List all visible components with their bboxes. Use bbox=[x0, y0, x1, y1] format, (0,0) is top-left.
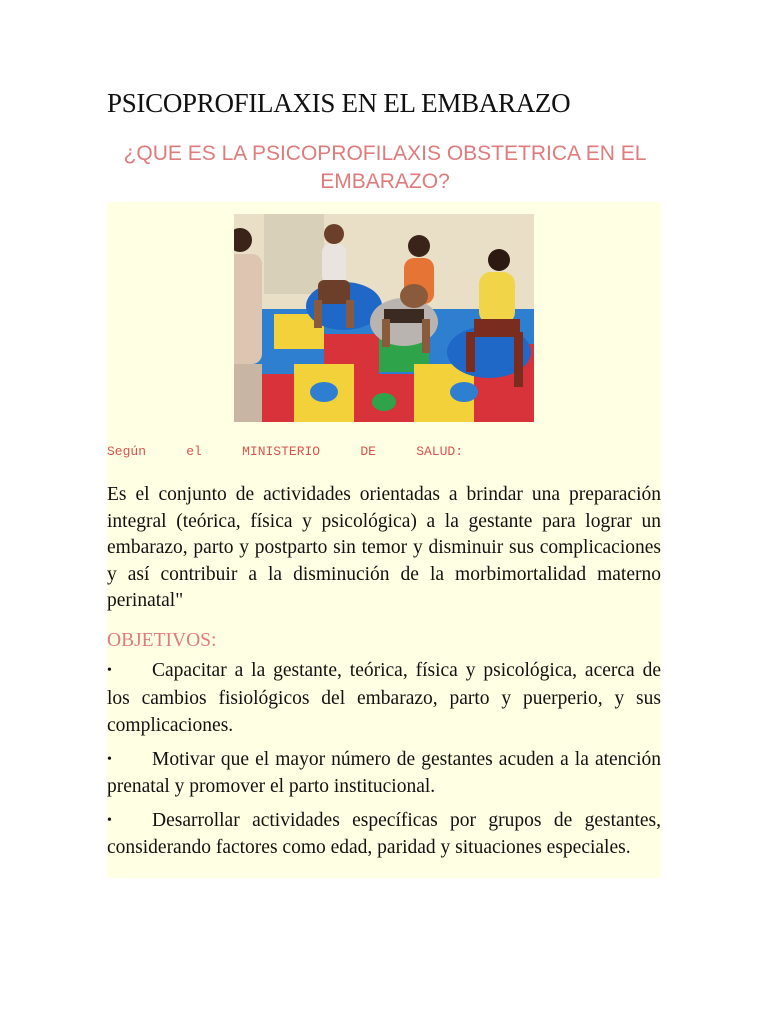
list-item-text: Motivar que el mayor número de gestantes acuden a la atención prenatal y promover el parto institucional. bbox=[107, 748, 661, 797]
page-subtitle: ¿QUE ES LA PSICOPROFILAXIS OBSTETRICA EN EL EMBARAZO? bbox=[123, 142, 647, 193]
list-item-text: Desarrollar actividades específicas por grupos de gestantes, considerando factores como edad, paridad y situaciones especiales. bbox=[107, 809, 661, 858]
list-item bbox=[107, 807, 661, 862]
ministry-attribution bbox=[107, 444, 463, 459]
ministry-word: Según bbox=[107, 444, 147, 459]
objectives-heading: OBJETIVOS: bbox=[107, 630, 217, 651]
bullet-icon: • bbox=[107, 751, 112, 767]
ministry-word: el bbox=[186, 444, 202, 459]
page-title: PSICOPROFILAXIS EN EL EMBARAZO bbox=[107, 88, 571, 118]
ministry-word: MINISTERIO bbox=[242, 444, 321, 459]
ministry-word: DE bbox=[360, 444, 376, 459]
definition-paragraph: Es el conjunto de actividades orientadas a brindar una preparación integral (teórica, física y psicológica) a la gestante para lograr un embarazo, parto y postparto sin temor y disminuir sus complicaciones y así contribuir a la disminución de la morbimortalidad materno perinatal" bbox=[107, 484, 661, 611]
ministry-word: SALUD: bbox=[416, 444, 463, 459]
bullet-icon: • bbox=[107, 812, 112, 828]
list-item-text: Capacitar a la gestante, teórica, física y psicológica, acerca de los cambios fisiológicos del embarazo, parto y puerperio, y sus complicaciones. bbox=[107, 660, 661, 736]
list-item bbox=[107, 746, 661, 801]
objectives-list bbox=[107, 657, 661, 868]
list-item bbox=[107, 657, 661, 740]
prenatal-class-photo bbox=[234, 214, 534, 422]
bullet-icon: • bbox=[107, 663, 112, 678]
